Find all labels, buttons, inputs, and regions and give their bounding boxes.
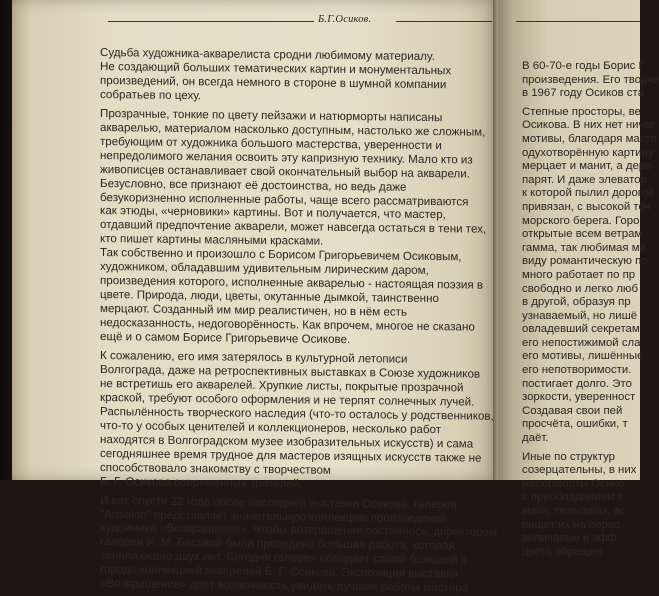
right-page-text-line: в 1967 году Осиков ста xyxy=(522,87,644,100)
right-page-text-line: морского берега. Горо xyxy=(522,214,640,227)
left-page-text-line: что-то у особых ценителей и коллекционеров, несколько работ xyxy=(100,418,442,436)
left-page-text xyxy=(100,46,498,596)
right-page-text-line: его непотворимости. xyxy=(522,364,632,377)
left-page-text-line: безукоризненно исполненные работы, чаще всего рассматриваются xyxy=(100,190,469,209)
left-page-text-line: мерцают. Созданный им мир реалистичен, но в нём есть xyxy=(100,302,408,319)
left-page-text-line: цвете. Природа, люди, цветы, окутанные дымкой, таинственно xyxy=(100,288,439,306)
left-page-text-line: художником, обладавшим удивительным лирическим даром, xyxy=(100,260,429,278)
left-page-text-line: собратьев по цеху. xyxy=(100,87,202,103)
left-page-text-line: ещё и о самом Борисе Григорьевиче Осикове. xyxy=(100,330,351,347)
left-page-text-line: "Artsalon" представляет значительную коллекцию произведений xyxy=(100,507,447,525)
right-page-text-line: парят. И даже элеватор xyxy=(522,173,647,186)
running-head: Б.Г.Осиков. xyxy=(318,14,372,25)
left-page-text-line: галереи И. М. Басовой была проведена большая работа, которая xyxy=(100,535,455,553)
right-page-text-line: свободно и легко люб xyxy=(522,282,638,295)
right-page-text-line: узнаваемый, но лишё xyxy=(522,309,638,322)
right-page-text-line: маки, тюльпаны, ас xyxy=(522,505,626,517)
header-rule-right xyxy=(396,21,492,22)
left-page-text-line: как этюды, «черновики» картины. Вот и получается, что мастер, xyxy=(100,204,446,222)
right-page-text-line: привязан, с высокой точ xyxy=(522,200,651,213)
right-page-text-line: мотивы, благодаря масте xyxy=(522,132,657,145)
left-page-text-line: Прозрачные, тонкие по цвету пейзажи и натюрморты написаны xyxy=(100,106,443,124)
right-page-text-line: В 60-70-е годы Борис Г xyxy=(522,60,645,72)
left-page-text-line: акварелью, материалом насколько доступным, настолько же сложным, xyxy=(100,120,486,139)
left-page-text-line: произведения которого, исполненные акварелью - настоящая поэзия в xyxy=(100,274,484,292)
right-page-text-line: зоркости, уверенност xyxy=(522,391,636,404)
right-page-text-line: величавые и эфф xyxy=(522,532,617,545)
right-page-text-line: виду романтическую по xyxy=(522,255,648,268)
left-page-text-line: сегодняшнее время трудное для мастеров изящных искусств также не xyxy=(100,446,482,465)
right-page-text-line: его непостижимой сла xyxy=(522,336,641,349)
left-page-text-line: Так собственно и произошло с Борисом Григорьевичем Осиковым, xyxy=(100,246,462,264)
right-page-text-line: Иные по структур xyxy=(522,450,616,463)
right-page-text-line: овладевший секретам xyxy=(522,323,640,336)
right-page-text-line: просчёта, ошибки, т xyxy=(522,418,628,431)
left-page-text-line: требующим от художника большого мастерства, уверенности и xyxy=(100,134,442,152)
left-page-text-line: И вот спустя 22 года после последней выставки Осикова, галерея xyxy=(100,493,457,511)
left-page-text-line: заняла около двух лет. Сегодня галерея обладает самой большой в xyxy=(100,549,467,567)
right-page-text-line: с преобладанием т xyxy=(522,491,624,504)
right-page-text xyxy=(522,60,659,559)
right-page-text-line: открытые всем ветрам. xyxy=(522,228,646,241)
right-page-text-line: одухотворённую картину xyxy=(522,146,654,159)
left-page-text-line: способствовало знакомству с творчеством xyxy=(100,460,331,477)
right-page-text-line: Осикова. В них нет ничег xyxy=(522,119,655,132)
left-page-text-line: Распылённость творческого наследия (что-то осталось у родственников, xyxy=(100,404,494,423)
right-page-text-line: к которой пылил дорогой xyxy=(522,187,655,200)
left-page-text-line: Волгограда, даже на ретроспективных выставках в Союзе художников xyxy=(100,362,481,381)
left-page-text-line: Судьба художника-акварелиста сродни любимому материалу. xyxy=(100,46,435,64)
right-page-text-line: Степные просторы, ве xyxy=(522,105,641,118)
right-page-text-line: даёт. xyxy=(522,432,549,445)
left-page-text-line: краской, требуют особого оформления и не терпят солнечных лучей. xyxy=(100,390,475,409)
left-page-text-line: не встретишь его акварелей. Хрупкие листы, покрытые прозрачной xyxy=(100,376,464,395)
left-page-text-line: городе коллекцией акварелей Б. Г. Осикова. Экспозиция выставки xyxy=(100,563,458,581)
right-page-text-line: Создавая свои пей xyxy=(522,404,623,417)
right-page-text-line: натюрморты Осико xyxy=(522,477,624,490)
left-page-text-line: отдавший предпочтение акварели, может навсегда остаться в тени тех, xyxy=(100,218,487,237)
left-page-text-line: Не создающий больших тематических картин и монументальных xyxy=(100,59,452,78)
right-page-text-line: созерцательны, в них xyxy=(522,464,637,477)
right-page-text-line: гамма, так любимая ма xyxy=(522,241,646,254)
right-page-text-line: цвета обращён xyxy=(522,545,603,558)
left-page-text-line: Б. Г. Осикова современных зрителей. xyxy=(100,474,303,491)
right-page-text-line: в другой, образуя пр xyxy=(522,296,631,309)
right-page-text-line: постигает долго. Это xyxy=(522,377,632,390)
left-page-text-line: кто пишет картины масляными красками. xyxy=(100,232,324,249)
left-page-text-line: произведений, он всегда немного в стороне в шумной компании xyxy=(100,73,447,92)
left-page-text-line: живописцев останавливает свой окончательный выбор на акварели. xyxy=(100,162,471,181)
right-page-text-line: пишет их на перво xyxy=(522,518,621,531)
left-page-text-line: находятся в Волгоградском музее изобразительных искусств) и сама xyxy=(100,432,474,451)
left-page-text-line: К сожалению, его имя затерялось в культурной летописи xyxy=(100,349,408,366)
right-page-text-line: его мотивы, лишённые xyxy=(522,350,644,363)
left-page-text-line: недосказанность, недоговорённость. Как впрочем, многое не сказано xyxy=(100,316,475,334)
right-page-text-line: много работает по пр xyxy=(522,268,636,281)
right-page-text-line: произведения. Его творче xyxy=(522,73,659,86)
left-page-text-line: непредолимого желания освоить эту капризную технику. Мало кто из xyxy=(100,148,473,167)
right-page-text-line: мерцает и манит, а дере xyxy=(522,160,652,173)
left-page-text-line: «Возвращение» даёт возможность увидеть лучшие работы мастера xyxy=(100,577,469,595)
left-page-text-line: художника «Возвращение». Чтобы возвращение состоялось, директором xyxy=(100,521,498,540)
header-rule-left xyxy=(108,21,314,22)
left-page-text-line: Безусловно, все признают её достоинства, но ведь даже xyxy=(100,176,407,194)
right-page-header-rule xyxy=(516,21,640,22)
